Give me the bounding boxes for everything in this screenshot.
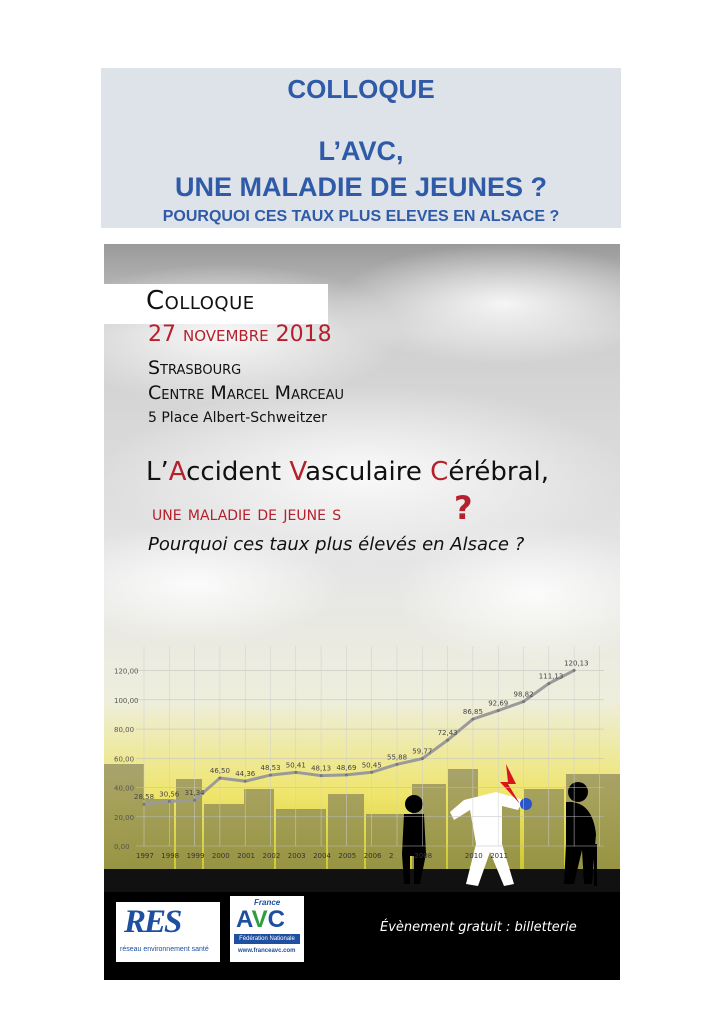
title-part: érébral, [448,457,550,487]
data-label: 50,41 [285,761,306,770]
x-tick-label: 2006 [363,852,382,860]
data-label: 48,53 [260,764,281,773]
data-label: 92,69 [488,699,509,708]
poster-subtitle: une maladie de jeune s [152,501,342,525]
x-tick-label: 2010 [464,852,483,860]
avc-logo-france: France [254,898,281,907]
title-initial-a: A [168,457,187,487]
data-point [446,739,449,742]
data-label: 72,43 [437,729,458,738]
x-tick-label: 1999 [186,852,205,860]
avc-logo-url: www.franceavc.com [238,948,296,954]
x-tick-label: 2001 [237,852,256,860]
france-avc-logo [230,896,304,962]
title-part: L’ [146,457,169,487]
avc-logo-band: Fédération Nationale [234,934,300,944]
data-point [244,780,247,783]
poster-venue: Centre Marcel Marceau [148,382,345,404]
poster-address: 5 Place Albert-Schweitzer [148,410,327,426]
data-point [143,803,146,806]
data-point [370,771,373,774]
data-point [218,777,221,780]
data-point [320,774,323,777]
data-point [421,757,424,760]
data-label: 48,69 [336,763,357,772]
x-tick-label: 1998 [161,852,180,860]
x-tick-label: 2005 [338,852,357,860]
avc-logo-mark [236,906,285,934]
data-label: 111,13 [538,672,564,681]
data-label: 98,82 [513,690,534,699]
data-point [168,800,171,803]
data-label: 86,85 [462,708,483,717]
res-logo-mark: RES [124,904,181,940]
poster-city: Strasbourg [148,357,242,379]
res-logo-tagline: réseau environnement santé [120,946,209,953]
header-title-line2: UNE MALADIE DE JEUNES ? [174,172,548,202]
data-point [573,669,576,672]
series-line [144,670,574,804]
x-tick-label: 2008 [414,852,433,860]
data-label: 59,77 [412,747,433,756]
y-tick-label: 0,00 [114,843,130,851]
data-point [471,718,474,721]
data-label: 120,13 [564,659,589,668]
poster-date: 27 novembre 2018 [148,322,332,347]
poster-colloque: Colloque [146,286,255,316]
data-point [269,774,272,777]
data-label: 48,13 [311,764,332,773]
x-tick-label: 2002 [262,852,281,860]
title-initial-c: C [430,457,449,487]
data-label: 46,50 [209,767,230,776]
avc-letter-c: C [267,906,285,933]
poster [104,244,620,980]
data-label: 28,58 [134,793,155,802]
y-tick-label: 80,00 [114,726,135,735]
y-tick-label: 40,00 [114,784,135,793]
data-point [294,771,297,774]
x-tick-label: 2011 [490,852,509,860]
event-note: Évènement gratuit : billetterie [380,920,577,935]
data-label: 55,88 [387,753,408,762]
x-tick-label: 2000 [211,852,230,860]
data-label: 30,56 [159,790,180,799]
data-point [396,763,399,766]
poster-question: Pourquoi ces taux plus élevés en Alsace ? [148,534,525,555]
y-tick-label: 60,00 [114,755,135,764]
avc-letter-a: A [236,906,252,933]
x-tick-label: 1997 [136,852,154,860]
data-label: 31,34 [184,789,205,798]
x-tick-label: 2 [389,852,394,860]
data-point [193,799,196,802]
header-question: POURQUOI CES TAUX PLUS ELEVES EN ALSACE ? [162,208,560,225]
data-point [522,700,525,703]
data-label: 44,36 [235,770,256,779]
res-logo [116,902,220,962]
data-point [497,709,500,712]
title-part: ccident [186,457,290,487]
header-title-line1: L’AVC, [318,136,404,166]
avc-letter-v: V [251,906,268,933]
y-tick-label: 20,00 [114,813,135,822]
title-initial-v: V [289,457,306,487]
y-tick-label: 100,00 [114,696,139,705]
stroke-rate-chart [104,244,620,980]
poster-subtitle-question-mark: ? [454,489,473,527]
header-kicker: COLLOQUE [287,74,435,104]
data-point [547,682,550,685]
x-tick-label: 2003 [287,852,306,860]
poster-title [146,457,549,487]
data-label: 50,45 [361,761,382,770]
header-box [101,68,621,228]
data-point [345,773,348,776]
title-part: asculaire [305,457,431,487]
y-tick-label: 120,00 [114,667,139,676]
x-tick-label: 2004 [313,852,331,860]
